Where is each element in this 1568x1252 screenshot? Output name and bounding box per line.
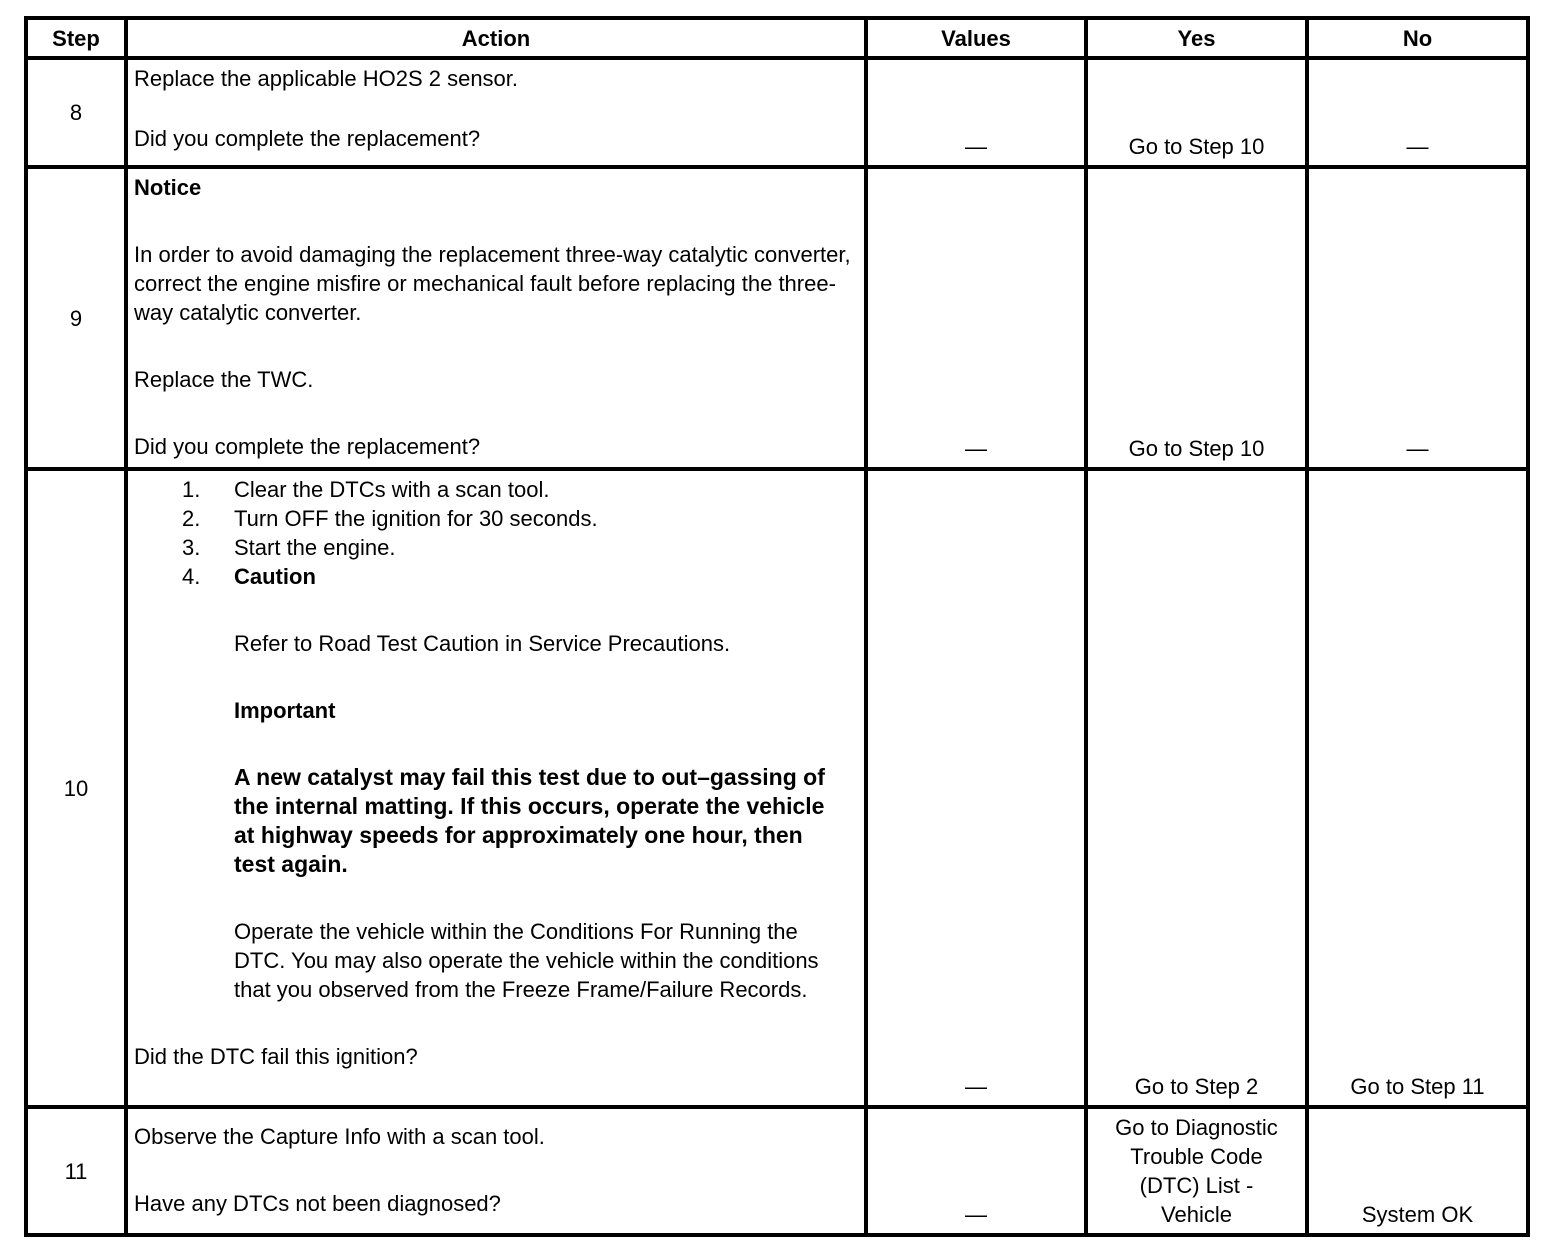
important-title: Important <box>234 698 336 723</box>
header-values: Values <box>866 18 1086 58</box>
header-step: Step <box>26 18 126 58</box>
no-cell: Go to Step 11 <box>1307 469 1528 1107</box>
table-row-step-9 <box>26 167 1528 469</box>
diagnostic-table-document <box>24 16 1526 1237</box>
step-number: 10 <box>26 469 126 1107</box>
values-cell: — <box>866 167 1086 469</box>
action-step-list <box>134 475 858 1004</box>
action-cell <box>126 1107 866 1235</box>
action-cell <box>126 167 866 469</box>
notice-text: In order to avoid damaging the replacement three-way catalytic converter, correct the engine misfire or mechanical fault before replacing the three-way catalytic converter. <box>134 242 851 325</box>
table-row-step-11 <box>26 1107 1528 1235</box>
header-action: Action <box>126 18 866 58</box>
values-cell: — <box>866 469 1086 1107</box>
caution-text: Refer to Road Test Caution in Service Precautions. <box>234 631 731 656</box>
list-item <box>134 533 858 562</box>
list-item <box>134 504 858 533</box>
action-cell <box>126 58 866 167</box>
values-cell: — <box>866 58 1086 167</box>
list-item <box>134 475 858 504</box>
step-number: 9 <box>26 167 126 469</box>
action-question: Did the DTC fail this ignition? <box>134 1044 418 1069</box>
operate-text: Operate the vehicle within the Conditions For Running the DTC. You may also operate the vehicle within the conditions that you observed from the Freeze Frame/Failure Records. <box>234 919 819 1002</box>
list-item-number: 2. <box>182 506 201 531</box>
action-question: Have any DTCs not been diagnosed? <box>134 1191 501 1216</box>
yes-cell: Go to Step 10 <box>1086 58 1307 167</box>
yes-cell: Go to Step 10 <box>1086 167 1307 469</box>
table-row-step-8 <box>26 58 1528 167</box>
step-number: 11 <box>26 1107 126 1235</box>
yes-cell: Go to Step 2 <box>1086 469 1307 1107</box>
action-text: Replace the TWC. <box>134 367 314 392</box>
action-text: Replace the applicable HO2S 2 sensor. <box>134 66 519 91</box>
action-question: Did you complete the replacement? <box>134 434 481 459</box>
action-question: Did you complete the replacement? <box>134 126 481 151</box>
table-header-row <box>26 18 1528 58</box>
caution-title: Caution <box>234 564 316 589</box>
no-cell: — <box>1307 167 1528 469</box>
no-cell: — <box>1307 58 1528 167</box>
list-item-text: Clear the DTCs with a scan tool. <box>234 477 550 502</box>
list-item-text: Turn OFF the ignition for 30 seconds. <box>234 506 598 531</box>
list-item-number: 3. <box>182 535 201 560</box>
important-text: A new catalyst may fail this test due to out–gassing of the internal matting. If this occurs, operate the vehicle at highway speeds for approximately one hour, then test again. <box>234 764 825 877</box>
action-text: Observe the Capture Info with a scan tool. <box>134 1124 545 1149</box>
list-item-text: Start the engine. <box>234 535 396 560</box>
header-yes: Yes <box>1086 18 1307 58</box>
values-cell: — <box>866 1107 1086 1235</box>
step-number: 8 <box>26 58 126 167</box>
no-cell: System OK <box>1307 1107 1528 1235</box>
yes-cell: Go to Diagnostic Trouble Code (DTC) List - Vehicle <box>1086 1107 1307 1235</box>
notice-title: Notice <box>134 175 202 200</box>
list-item <box>134 562 858 1004</box>
diagnostic-steps-table <box>24 16 1530 1237</box>
action-cell <box>126 469 866 1107</box>
list-item-number: 4. <box>182 564 201 589</box>
header-no: No <box>1307 18 1528 58</box>
table-row-step-10 <box>26 469 1528 1107</box>
list-item-number: 1. <box>182 477 201 502</box>
